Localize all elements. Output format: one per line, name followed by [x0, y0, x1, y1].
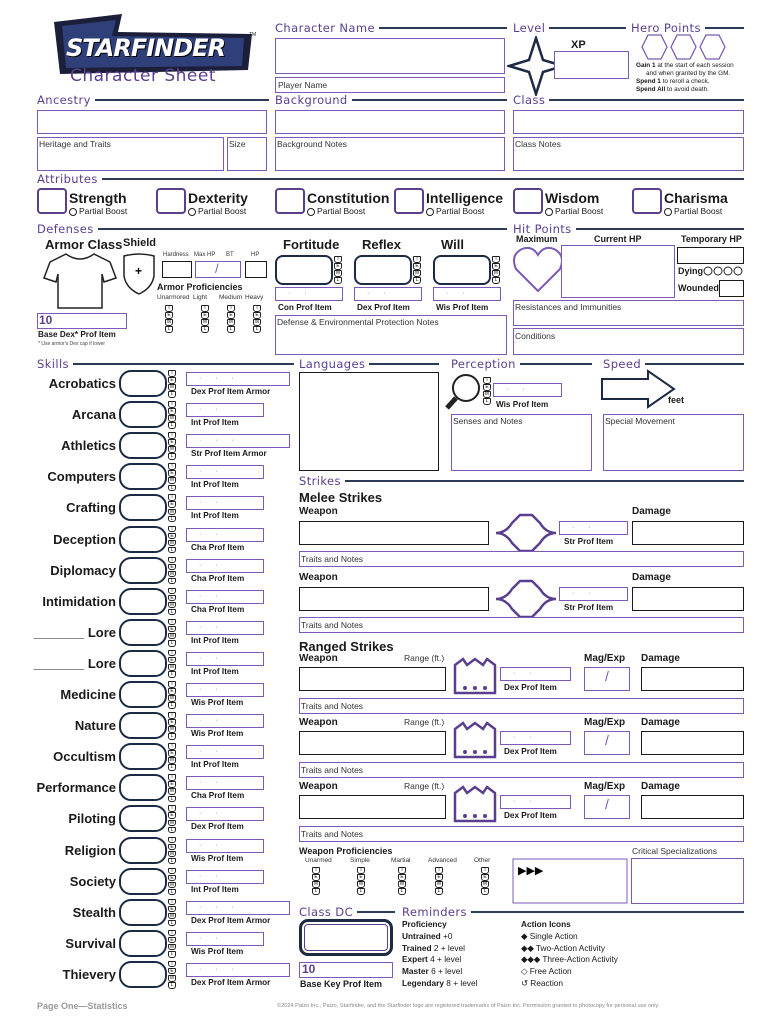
save-prof-boxes[interactable]: T E M L	[493, 256, 499, 284]
skill-sub-labels: Int Prof Item	[191, 418, 239, 428]
skill-name: Piloting	[68, 811, 116, 827]
attribute-mod-box[interactable]	[394, 188, 424, 214]
section-defenses: Defenses	[37, 222, 507, 236]
magexp-input[interactable]: /	[584, 731, 630, 755]
languages-input[interactable]	[299, 372, 439, 471]
skill-mod-input[interactable]: · · ·	[186, 901, 290, 915]
skill-sub-labels: Str Prof Item Armor	[191, 449, 267, 459]
background-input[interactable]	[275, 110, 505, 134]
attribute-mod-box[interactable]	[632, 188, 662, 214]
class-notes-label: Class Notes	[515, 139, 561, 149]
melee-traits-input[interactable]	[299, 617, 744, 633]
skill-oval[interactable]	[119, 743, 167, 770]
skill-name: Occultism	[53, 749, 116, 765]
ranged-traits-input[interactable]	[299, 762, 744, 778]
ranged-attack-icon[interactable]	[451, 783, 499, 823]
ranged-sub-labels: Dex Prof Item	[504, 747, 557, 756]
skill-mod-input[interactable]: · ·	[186, 776, 264, 790]
ranged-sub-labels: Dex Prof Item	[504, 811, 557, 820]
skill-sub-labels: Int Prof Item	[191, 635, 239, 645]
ancestry-input[interactable]	[37, 110, 267, 134]
shield-hp-slash: /	[215, 261, 219, 276]
skill-oval[interactable]	[119, 557, 167, 584]
skill-mod-input[interactable]: · ·	[186, 559, 264, 573]
skill-sub-labels: Dex Prof Item Armor	[191, 977, 271, 987]
wounded-input[interactable]	[719, 280, 744, 297]
weapon-label: Weapon	[299, 572, 338, 583]
section-perception: Perception	[451, 357, 592, 371]
ranged-strikes-heading: Ranged Strikes	[299, 639, 394, 654]
partial-boost-checkbox[interactable]: Partial Boost	[545, 206, 603, 216]
section-character-name: Character Name	[275, 21, 507, 35]
armor-prof-boxes[interactable]: T E M L	[254, 305, 260, 333]
melee-mod-input[interactable]: · ·	[559, 587, 628, 601]
hp-current-label: Current HP	[594, 234, 642, 244]
section-hero-points: Hero Points	[631, 21, 744, 35]
skill-sub-labels: Int Prof Item	[191, 511, 239, 521]
weapon-label: Weapon	[299, 506, 338, 517]
skill-mod-input[interactable]: · · ·	[186, 434, 290, 448]
traits-label: Traits and Notes	[301, 701, 364, 711]
skill-mod-input[interactable]: · ·	[186, 807, 264, 821]
skill-prof-boxes[interactable]: T E M L	[169, 401, 175, 429]
hero-point-hexes[interactable]	[641, 33, 727, 61]
three-action-icon: ◆◆◆	[521, 954, 541, 965]
skill-mod-input[interactable]: · ·	[186, 870, 264, 884]
armor-prof-boxes[interactable]: T E M L	[166, 305, 172, 333]
skill-oval[interactable]	[119, 370, 167, 397]
speed-arrow-icon[interactable]	[600, 369, 676, 409]
weapon-type-label: Other	[474, 857, 491, 864]
ranged-traits-input[interactable]	[299, 698, 744, 714]
crit-label: Critical Specializations	[632, 846, 718, 856]
melee-weapon-input[interactable]	[299, 587, 489, 611]
skill-oval[interactable]	[119, 837, 167, 864]
ac-sub-labels: Base Dex* Prof Item	[38, 330, 116, 339]
reaction-icon: ↺	[521, 977, 528, 988]
skill-oval[interactable]	[119, 494, 167, 521]
weapon-type-label: Simple	[350, 857, 370, 864]
save-sub-labels: Con Prof Item	[278, 303, 332, 312]
skill-oval[interactable]	[119, 961, 167, 988]
ranged-weapon-input[interactable]	[299, 731, 446, 755]
speed-feet-label: feet	[668, 395, 685, 405]
skill-oval[interactable]	[119, 805, 167, 832]
save-mod-input[interactable]: · ·	[433, 287, 501, 301]
section-reminders: Reminders	[402, 905, 744, 919]
svg-text:+: +	[135, 264, 143, 278]
save-oval[interactable]	[354, 255, 412, 285]
hp-label: HP	[251, 252, 260, 258]
logo-tm: TM	[249, 32, 257, 38]
crit-arrows-icon	[512, 858, 628, 904]
special-movement-label: Special Movement	[605, 416, 675, 426]
magexp-label: Mag/Exp	[584, 717, 626, 728]
damage-label: Damage	[632, 572, 671, 583]
skill-prof-boxes[interactable]: T E M L	[169, 743, 175, 771]
temp-hp-input[interactable]	[677, 247, 744, 264]
save-mod-input[interactable]: · ·	[354, 287, 422, 301]
skill-oval[interactable]	[119, 774, 167, 801]
bt-label: BT	[226, 252, 234, 258]
weapon-type-label: Unarmed	[305, 857, 332, 864]
skill-prof-boxes[interactable]: T E M L	[169, 836, 175, 864]
skill-mod-input[interactable]: · ·	[186, 683, 264, 697]
hp-maximum-label: Maximum	[516, 234, 558, 244]
skill-oval[interactable]	[119, 432, 167, 459]
damage-label: Damage	[632, 506, 671, 517]
ac-note: * Use armor's Dex cap if lower	[38, 341, 106, 347]
skill-name: Performance	[36, 780, 116, 796]
skill-mod-input[interactable]: · ·	[186, 714, 264, 728]
section-speed: Speed	[603, 357, 744, 371]
range-label: Range (ft.)	[404, 781, 445, 791]
armor-prof-boxes[interactable]: T E M L	[228, 305, 234, 333]
skill-sub-labels: Wis Prof Item	[191, 698, 244, 707]
skill-sub-labels: Wis Prof Item	[191, 946, 244, 956]
shield-icon[interactable]	[122, 252, 156, 296]
skill-sub-labels: Wis Prof Item	[191, 729, 244, 739]
save-oval[interactable]	[433, 255, 491, 285]
skill-oval[interactable]	[119, 868, 167, 895]
conditions-label: Conditions	[515, 331, 556, 341]
skill-prof-boxes[interactable]: T E M L	[169, 618, 175, 647]
heart-icon[interactable]	[512, 245, 564, 293]
defense-notes-label: Defense & Environmental Protection Notes	[277, 317, 439, 327]
heritage-label: Heritage and Traits	[39, 139, 111, 149]
attribute-mod-box[interactable]	[275, 188, 305, 214]
senses-label: Senses and Notes	[453, 416, 523, 426]
skill-oval[interactable]	[119, 526, 167, 553]
skill-oval[interactable]	[119, 681, 167, 708]
armor-type-label: Heavy	[245, 294, 264, 301]
ranged-traits-input[interactable]	[299, 826, 744, 842]
ranged-damage-input[interactable]	[641, 731, 744, 755]
skill-sub-labels: Cha Prof Item	[191, 573, 245, 583]
shield-current-hp-input[interactable]	[245, 261, 267, 278]
armor-class-label: Armor Class	[45, 237, 123, 252]
skill-mod-input[interactable]: · · ·	[186, 372, 290, 386]
single-action-icon: ◆	[521, 930, 528, 941]
weapon-prof-boxes[interactable]: T E M L	[482, 867, 488, 895]
skill-mod-input[interactable]: · ·	[186, 528, 264, 542]
background-notes-label: Background Notes	[277, 139, 347, 149]
section-languages: Languages	[299, 357, 439, 371]
svg-text:▶▶▶: ▶▶▶	[518, 865, 544, 877]
attribute-name: Constitution	[307, 190, 390, 206]
skill-sub-labels: Int Prof Item	[191, 760, 239, 770]
weapon-type-label: Martial	[391, 857, 411, 864]
ranged-weapon-input[interactable]	[299, 795, 446, 819]
section-strikes: Strikes	[299, 474, 744, 488]
section-class: Class	[513, 93, 744, 107]
save-name: Will	[441, 237, 464, 252]
skill-prof-boxes[interactable]: T E M L	[169, 649, 175, 678]
save-mod-input[interactable]: · ·	[275, 287, 343, 301]
skill-oval[interactable]	[119, 401, 167, 428]
ranged-mod-input[interactable]: · ·	[500, 731, 571, 745]
weapon-prof-boxes[interactable]: T E M L	[358, 867, 364, 895]
skill-name: Thievery	[62, 966, 116, 982]
player-name-label: Player Name	[278, 80, 328, 90]
skill-sub-labels: Int Prof Item	[191, 666, 239, 676]
traits-label: Traits and Notes	[301, 620, 364, 630]
armor-type-label: Medium	[219, 294, 243, 301]
skill-mod-input[interactable]: · ·	[186, 621, 264, 635]
traits-label: Traits and Notes	[301, 765, 364, 775]
skill-prof-boxes[interactable]: T E M L	[169, 494, 175, 522]
weapon-prof-boxes[interactable]: T E M L	[313, 867, 319, 895]
weapon-prof-label: Weapon Proficiencies	[299, 846, 393, 856]
skill-oval[interactable]	[119, 712, 167, 739]
ranged-damage-input[interactable]	[641, 795, 744, 819]
skill-prof-boxes[interactable]: T E M L	[169, 463, 175, 491]
dying-circles[interactable]	[703, 265, 745, 277]
skill-sub-labels: Dex Prof Item Armor	[191, 915, 271, 925]
partial-boost-checkbox[interactable]: Partial Boost	[188, 206, 246, 216]
skill-oval[interactable]	[119, 650, 167, 677]
skill-prof-boxes[interactable]: T E M L	[169, 867, 175, 895]
class-dc-base: 10	[302, 962, 316, 976]
skill-mod-input[interactable]: · ·	[186, 652, 264, 666]
skill-name: Stealth	[72, 904, 116, 920]
weapon-prof-boxes[interactable]: T E M L	[436, 867, 442, 895]
attribute-mod-box[interactable]	[37, 188, 67, 214]
skill-prof-boxes[interactable]: T E M L	[169, 525, 175, 553]
shield-hardness-input[interactable]	[162, 261, 192, 278]
attribute-name: Intelligence	[426, 190, 504, 206]
skill-mod-input[interactable]: · · ·	[186, 963, 290, 977]
logo-text: STARFINDER	[66, 34, 226, 62]
skill-prof-boxes[interactable]: T E M L	[169, 960, 175, 989]
size-label: Size	[229, 139, 246, 149]
damage-label: Damage	[641, 781, 680, 792]
skill-oval[interactable]	[119, 588, 167, 615]
partial-boost-checkbox[interactable]: Partial Boost	[69, 206, 127, 216]
skill-prof-boxes[interactable]: T E M L	[169, 929, 175, 958]
skill-sub-labels: Cha Prof Item	[191, 604, 245, 614]
armor-type-label: Unarmored	[157, 294, 190, 301]
skill-mod-input[interactable]: · ·	[186, 403, 264, 417]
ranged-attack-icon[interactable]	[451, 719, 499, 759]
save-name: Reflex	[362, 237, 402, 252]
section-hit-points: Hit Points	[513, 222, 744, 236]
hp-temporary-label: Temporary HP	[681, 234, 742, 244]
class-input[interactable]	[513, 110, 744, 134]
melee-attack-icon[interactable]	[492, 513, 560, 553]
legal-text: ©2024 Paizo Inc., Paizo, Starfinder, and the Starfinder logo are registered trademarks of Paizo Inc. Permission granted to photocopy for personal use only.	[277, 1003, 660, 1009]
skill-mod-input[interactable]: · ·	[186, 839, 264, 853]
section-skills: Skills	[37, 357, 294, 371]
skill-mod-input[interactable]: · ·	[186, 465, 264, 479]
current-hp-input[interactable]	[561, 245, 675, 298]
skill-name: Society	[69, 873, 116, 889]
traits-label: Traits and Notes	[301, 554, 364, 564]
skill-name: Medicine	[60, 687, 116, 702]
save-sub-labels: Wis Prof Item	[436, 303, 489, 312]
traits-label: Traits and Notes	[301, 829, 364, 839]
magexp-label: Mag/Exp	[584, 781, 626, 792]
armor-shirt-icon[interactable]	[42, 252, 118, 310]
attribute-name: Dexterity	[188, 190, 248, 206]
skill-name: Athletics	[61, 438, 116, 454]
armor-type-label: Light	[193, 294, 208, 301]
melee-strikes-heading: Melee Strikes	[299, 490, 383, 505]
page-label: Page One—Statistics	[37, 1001, 128, 1011]
character-name-input[interactable]	[275, 38, 505, 74]
skill-oval[interactable]	[119, 899, 167, 926]
save-prof-boxes[interactable]: T E M L	[414, 256, 420, 284]
max-hp-label: Max HP	[194, 252, 216, 258]
skill-prof-boxes[interactable]: T E M L	[169, 370, 175, 398]
melee-weapon-input[interactable]	[299, 521, 489, 545]
weapon-label: Weapon	[299, 781, 338, 792]
skill-prof-boxes[interactable]: T E M L	[169, 712, 175, 740]
hardness-label: Hardness	[163, 252, 189, 258]
free-action-icon: ◇	[521, 966, 528, 977]
skill-prof-boxes[interactable]: T E M L	[169, 432, 175, 460]
magexp-input[interactable]: /	[584, 667, 630, 691]
attribute-name: Charisma	[664, 190, 728, 206]
hero-points-text: Gain 1 at the start of each session and when granted by the GM. Spend 1 to reroll a check. Spend All to avoid death.	[636, 62, 734, 93]
partial-boost-checkbox[interactable]: Partial Boost	[307, 206, 365, 216]
attribute-mod-box[interactable]	[156, 188, 186, 214]
skill-prof-boxes[interactable]: T E M L	[169, 805, 175, 833]
weapon-prof-boxes[interactable]: T E M L	[399, 867, 405, 895]
skill-name: Survival	[65, 935, 116, 951]
dying-label: Dying	[678, 266, 704, 276]
wounded-label: Wounded	[678, 283, 719, 293]
skill-name: Diplomacy	[50, 562, 116, 578]
section-class-dc: Class DC	[299, 905, 395, 919]
class-dc-sub: Base Key Prof Item	[300, 979, 383, 989]
skill-prof-boxes[interactable]: T E M L	[169, 587, 175, 615]
section-attributes: Attributes	[37, 172, 744, 186]
skill-oval[interactable]	[119, 930, 167, 957]
armor-prof-label: Armor Proficiencies	[157, 282, 243, 292]
skill-name: Crafting	[66, 500, 116, 516]
resistances-label: Resistances and Immunities	[515, 302, 622, 312]
skill-sub-labels: Int Prof Item	[191, 884, 239, 894]
crit-input[interactable]	[631, 858, 744, 904]
skill-mod-input[interactable]: · ·	[186, 745, 264, 759]
xp-label: XP	[571, 39, 586, 51]
section-ancestry: Ancestry	[37, 93, 269, 107]
save-prof-boxes[interactable]: T E M L	[335, 256, 341, 284]
skill-name: Arcana	[71, 407, 116, 423]
partial-boost-checkbox[interactable]: Partial Boost	[664, 206, 722, 216]
skill-prof-boxes[interactable]: T E M L	[169, 556, 175, 584]
skill-prof-boxes[interactable]: T E M L	[169, 681, 175, 709]
skill-sub-labels: Dex Prof Item	[191, 822, 244, 832]
ranged-weapon-input[interactable]	[299, 667, 446, 691]
skill-name: Acrobatics	[48, 376, 116, 391]
magexp-input[interactable]: /	[584, 795, 630, 819]
ac-base-value: 10	[39, 313, 53, 327]
perception-prof[interactable]: T E M L	[484, 377, 490, 405]
perception-mod-input[interactable]: · ·	[493, 383, 562, 397]
skill-sub-labels: Cha Prof Item	[191, 791, 245, 801]
range-label: Range (ft.)	[404, 653, 445, 663]
skill-name: _______ Lore	[33, 624, 116, 640]
skill-sub-labels: Dex Prof Item Armor	[191, 387, 271, 396]
skill-sub-labels: Cha Prof Item	[191, 542, 245, 552]
skill-sub-labels: Wis Prof Item	[191, 853, 244, 863]
skill-oval[interactable]	[119, 619, 167, 646]
attribute-mod-box[interactable]	[513, 188, 543, 214]
ranged-sub-labels: Dex Prof Item	[504, 683, 557, 692]
two-action-icon: ◆◆	[521, 942, 534, 953]
section-background: Background	[275, 93, 507, 107]
melee-traits-input[interactable]	[299, 551, 744, 567]
perception-sub: Wis Prof Item	[496, 400, 549, 409]
attribute-name: Wisdom	[545, 190, 600, 206]
sheet-subtitle: Character Sheet	[70, 66, 216, 86]
skill-sub-labels: Int Prof Item	[191, 480, 239, 490]
prof-title: Proficiency	[402, 919, 447, 929]
skill-name: Religion	[64, 842, 116, 858]
melee-sub-labels: Str Prof Item	[564, 537, 614, 546]
ranged-attack-icon[interactable]	[451, 655, 499, 695]
skill-name: Nature	[74, 718, 116, 734]
class-dc-input[interactable]	[299, 919, 393, 956]
weapon-label: Weapon	[299, 717, 338, 728]
weapon-type-label: Advanced	[428, 857, 457, 864]
melee-attack-icon[interactable]	[492, 579, 560, 619]
melee-sub-labels: Str Prof Item	[564, 603, 614, 612]
shield-label: Shield	[123, 237, 157, 249]
damage-label: Damage	[641, 717, 680, 728]
ranged-damage-input[interactable]	[641, 667, 744, 691]
skill-name: _______ Lore	[33, 655, 116, 671]
weapon-label: Weapon	[299, 653, 338, 664]
melee-mod-input[interactable]: · ·	[559, 521, 628, 535]
save-name: Fortitude	[283, 237, 340, 252]
action-icons-reminder: Action Icons ◆ Single Action ◆◆ Two-Action Activity ◆◆◆ Three-Action Activity ◇ Free Action ↺ Reaction	[521, 919, 618, 988]
melee-damage-input[interactable]	[632, 587, 744, 611]
save-sub-labels: Dex Prof Item	[357, 303, 410, 312]
xp-input[interactable]	[554, 51, 629, 79]
range-label: Range (ft.)	[404, 717, 445, 727]
skill-prof-boxes[interactable]: T E M L	[169, 898, 175, 926]
ranged-mod-input[interactable]: · ·	[500, 795, 571, 809]
magexp-label: Mag/Exp	[584, 653, 626, 664]
skill-name: Deception	[53, 531, 116, 547]
attribute-name: Strength	[69, 190, 127, 206]
skill-mod-input[interactable]: · ·	[186, 496, 264, 510]
save-oval[interactable]	[275, 255, 333, 285]
partial-boost-checkbox[interactable]: Partial Boost	[426, 206, 484, 216]
proficiency-reminder: Proficiency Untrained +0 Trained 2 + level Expert 4 + level Master 6 + level Legendary 8 + level	[402, 919, 478, 988]
damage-label: Damage	[641, 653, 680, 664]
skill-mod-input[interactable]: · ·	[186, 590, 264, 604]
skill-oval[interactable]	[119, 463, 167, 490]
skill-mod-input[interactable]: · ·	[186, 932, 264, 946]
skill-name: Intimidation	[42, 593, 116, 609]
ranged-mod-input[interactable]: · ·	[500, 667, 571, 681]
melee-damage-input[interactable]	[632, 521, 744, 545]
armor-prof-boxes[interactable]: T E M L	[202, 305, 208, 333]
magnifier-icon[interactable]	[444, 372, 484, 412]
skill-prof-boxes[interactable]: T E M L	[169, 774, 175, 802]
skill-name: Computers	[47, 469, 116, 485]
section-level: Level	[513, 21, 626, 35]
